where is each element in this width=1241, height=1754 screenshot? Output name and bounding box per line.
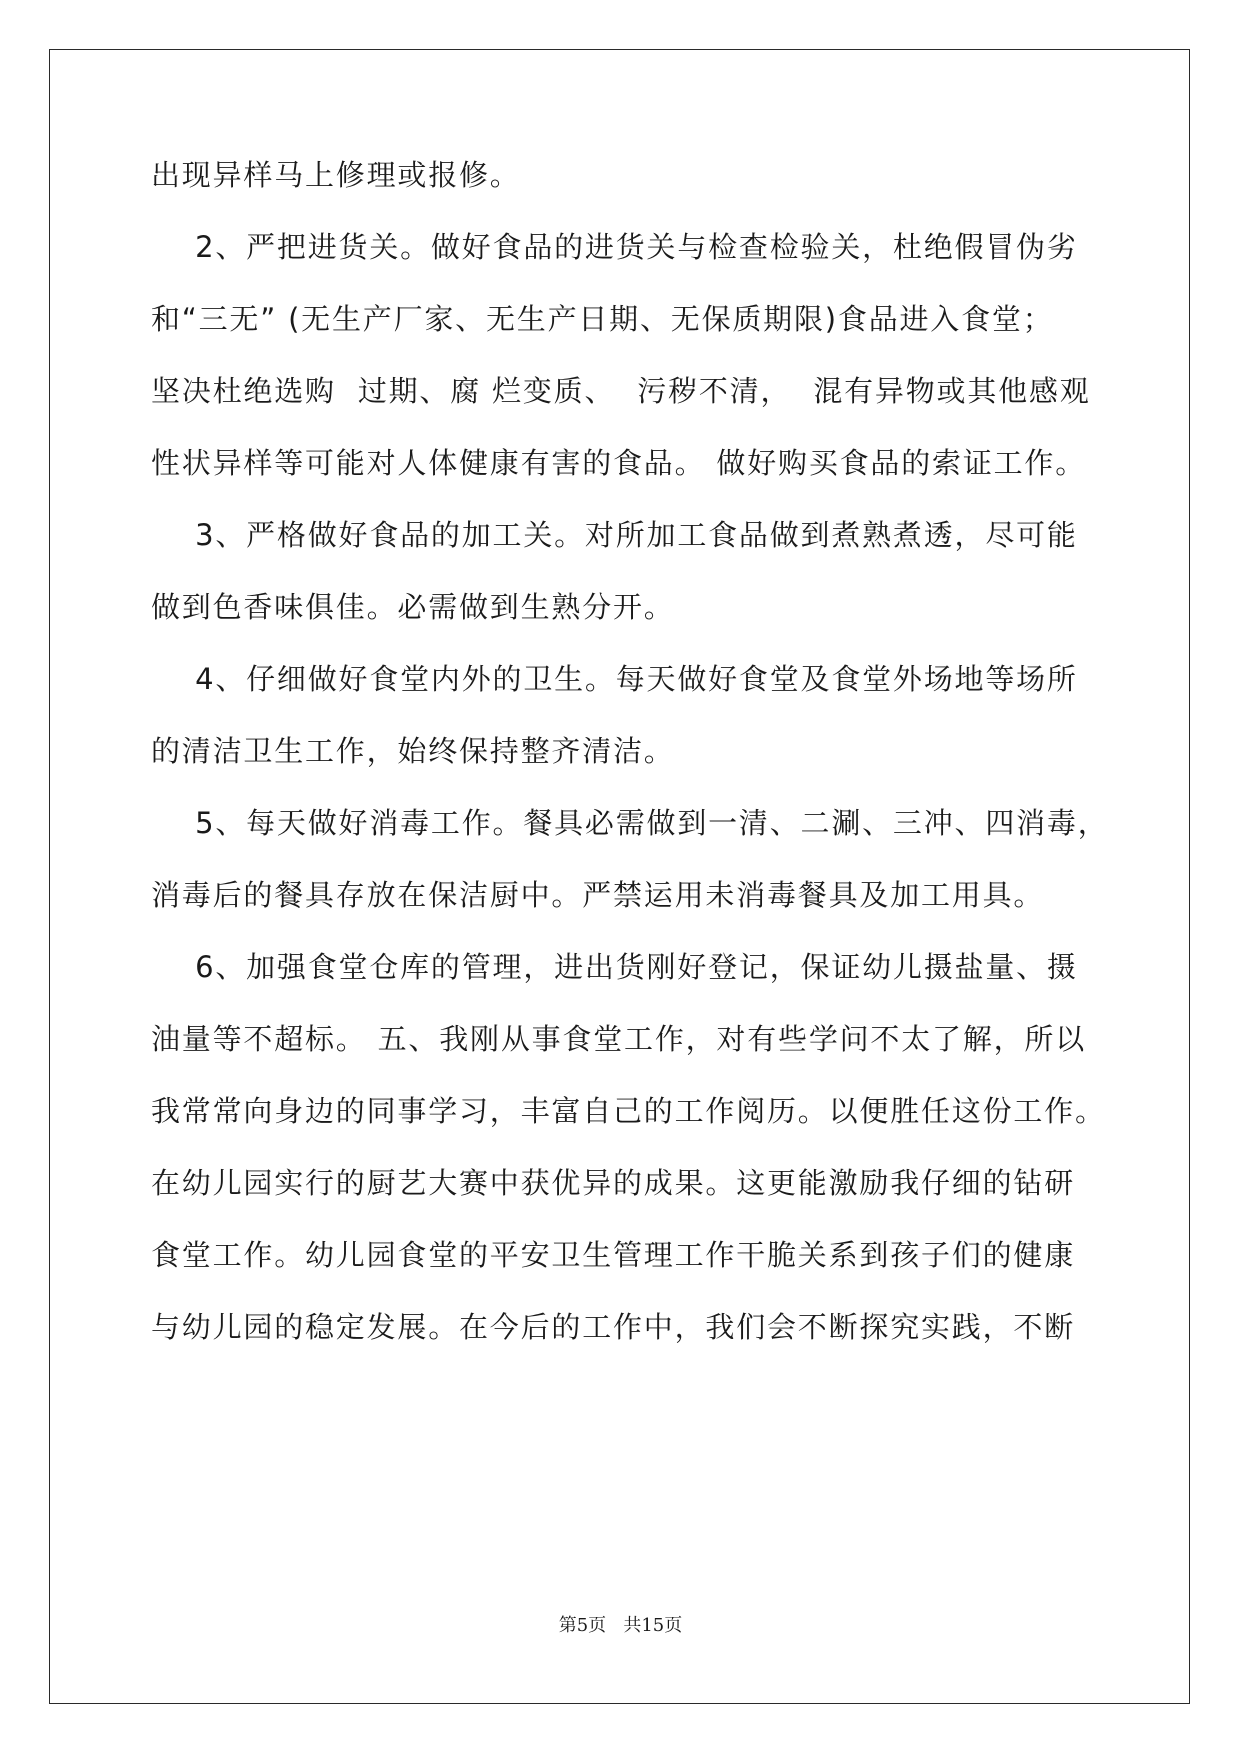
text-line: 4、仔细做好食堂内外的卫生。每天做好食堂及食堂外场地等场所 <box>151 662 1078 696</box>
text-line: 坚决杜绝选购 过期、腐 烂变质、 污秽不清， 混有异物或其他感观 <box>151 374 1091 408</box>
text-line: 消毒后的餐具存放在保洁厨中。严禁运用未消毒餐具及加工用具。 <box>151 878 1045 912</box>
text-line: 和“三无” (无生产厂家、无生产日期、无保质期限)食品进入食堂； <box>151 302 1054 336</box>
text-line: 3、严格做好食品的加工关。对所加工食品做到煮熟煮透，尽可能 <box>151 518 1078 552</box>
text-line: 2、严把进货关。做好食品的进货关与检查检验关，杜绝假冒伪劣 <box>151 230 1078 264</box>
text-line: 5、每天做好消毒工作。餐具必需做到一清、二涮、三冲、四消毒， <box>151 806 1109 840</box>
text-line: 我常常向身边的同事学习，丰富自己的工作阅历。以便胜任这份工作。 <box>151 1094 1106 1128</box>
text-line: 在幼儿园实行的厨艺大赛中获优异的成果。这更能激励我仔细的钻研 <box>151 1166 1076 1200</box>
text-line: 出现异样马上修理或报修。 <box>151 158 521 192</box>
text-line: 的清洁卫生工作，始终保持整齐清洁。 <box>151 734 675 768</box>
page-number-label: 第5页 共15页 <box>558 1615 683 1636</box>
text-line: 做到色香味俱佳。必需做到生熟分开。 <box>151 590 675 624</box>
text-line: 与幼儿园的稳定发展。在今后的工作中，我们会不断探究实践，不断 <box>151 1310 1076 1344</box>
text-line: 性状异样等可能对人体健康有害的食品。 做好购买食品的索证工作。 <box>151 446 1087 480</box>
text-line: 油量等不超标。 五、我刚从事食堂工作，对有些学问不太了解，所以 <box>151 1022 1087 1056</box>
text-line: 食堂工作。幼儿园食堂的平安卫生管理工作干脆关系到孩子们的健康 <box>151 1238 1076 1272</box>
page-footer <box>0 1615 1241 1637</box>
text-line: 6、加强食堂仓库的管理，进出货刚好登记，保证幼儿摄盐量、摄 <box>151 950 1078 984</box>
